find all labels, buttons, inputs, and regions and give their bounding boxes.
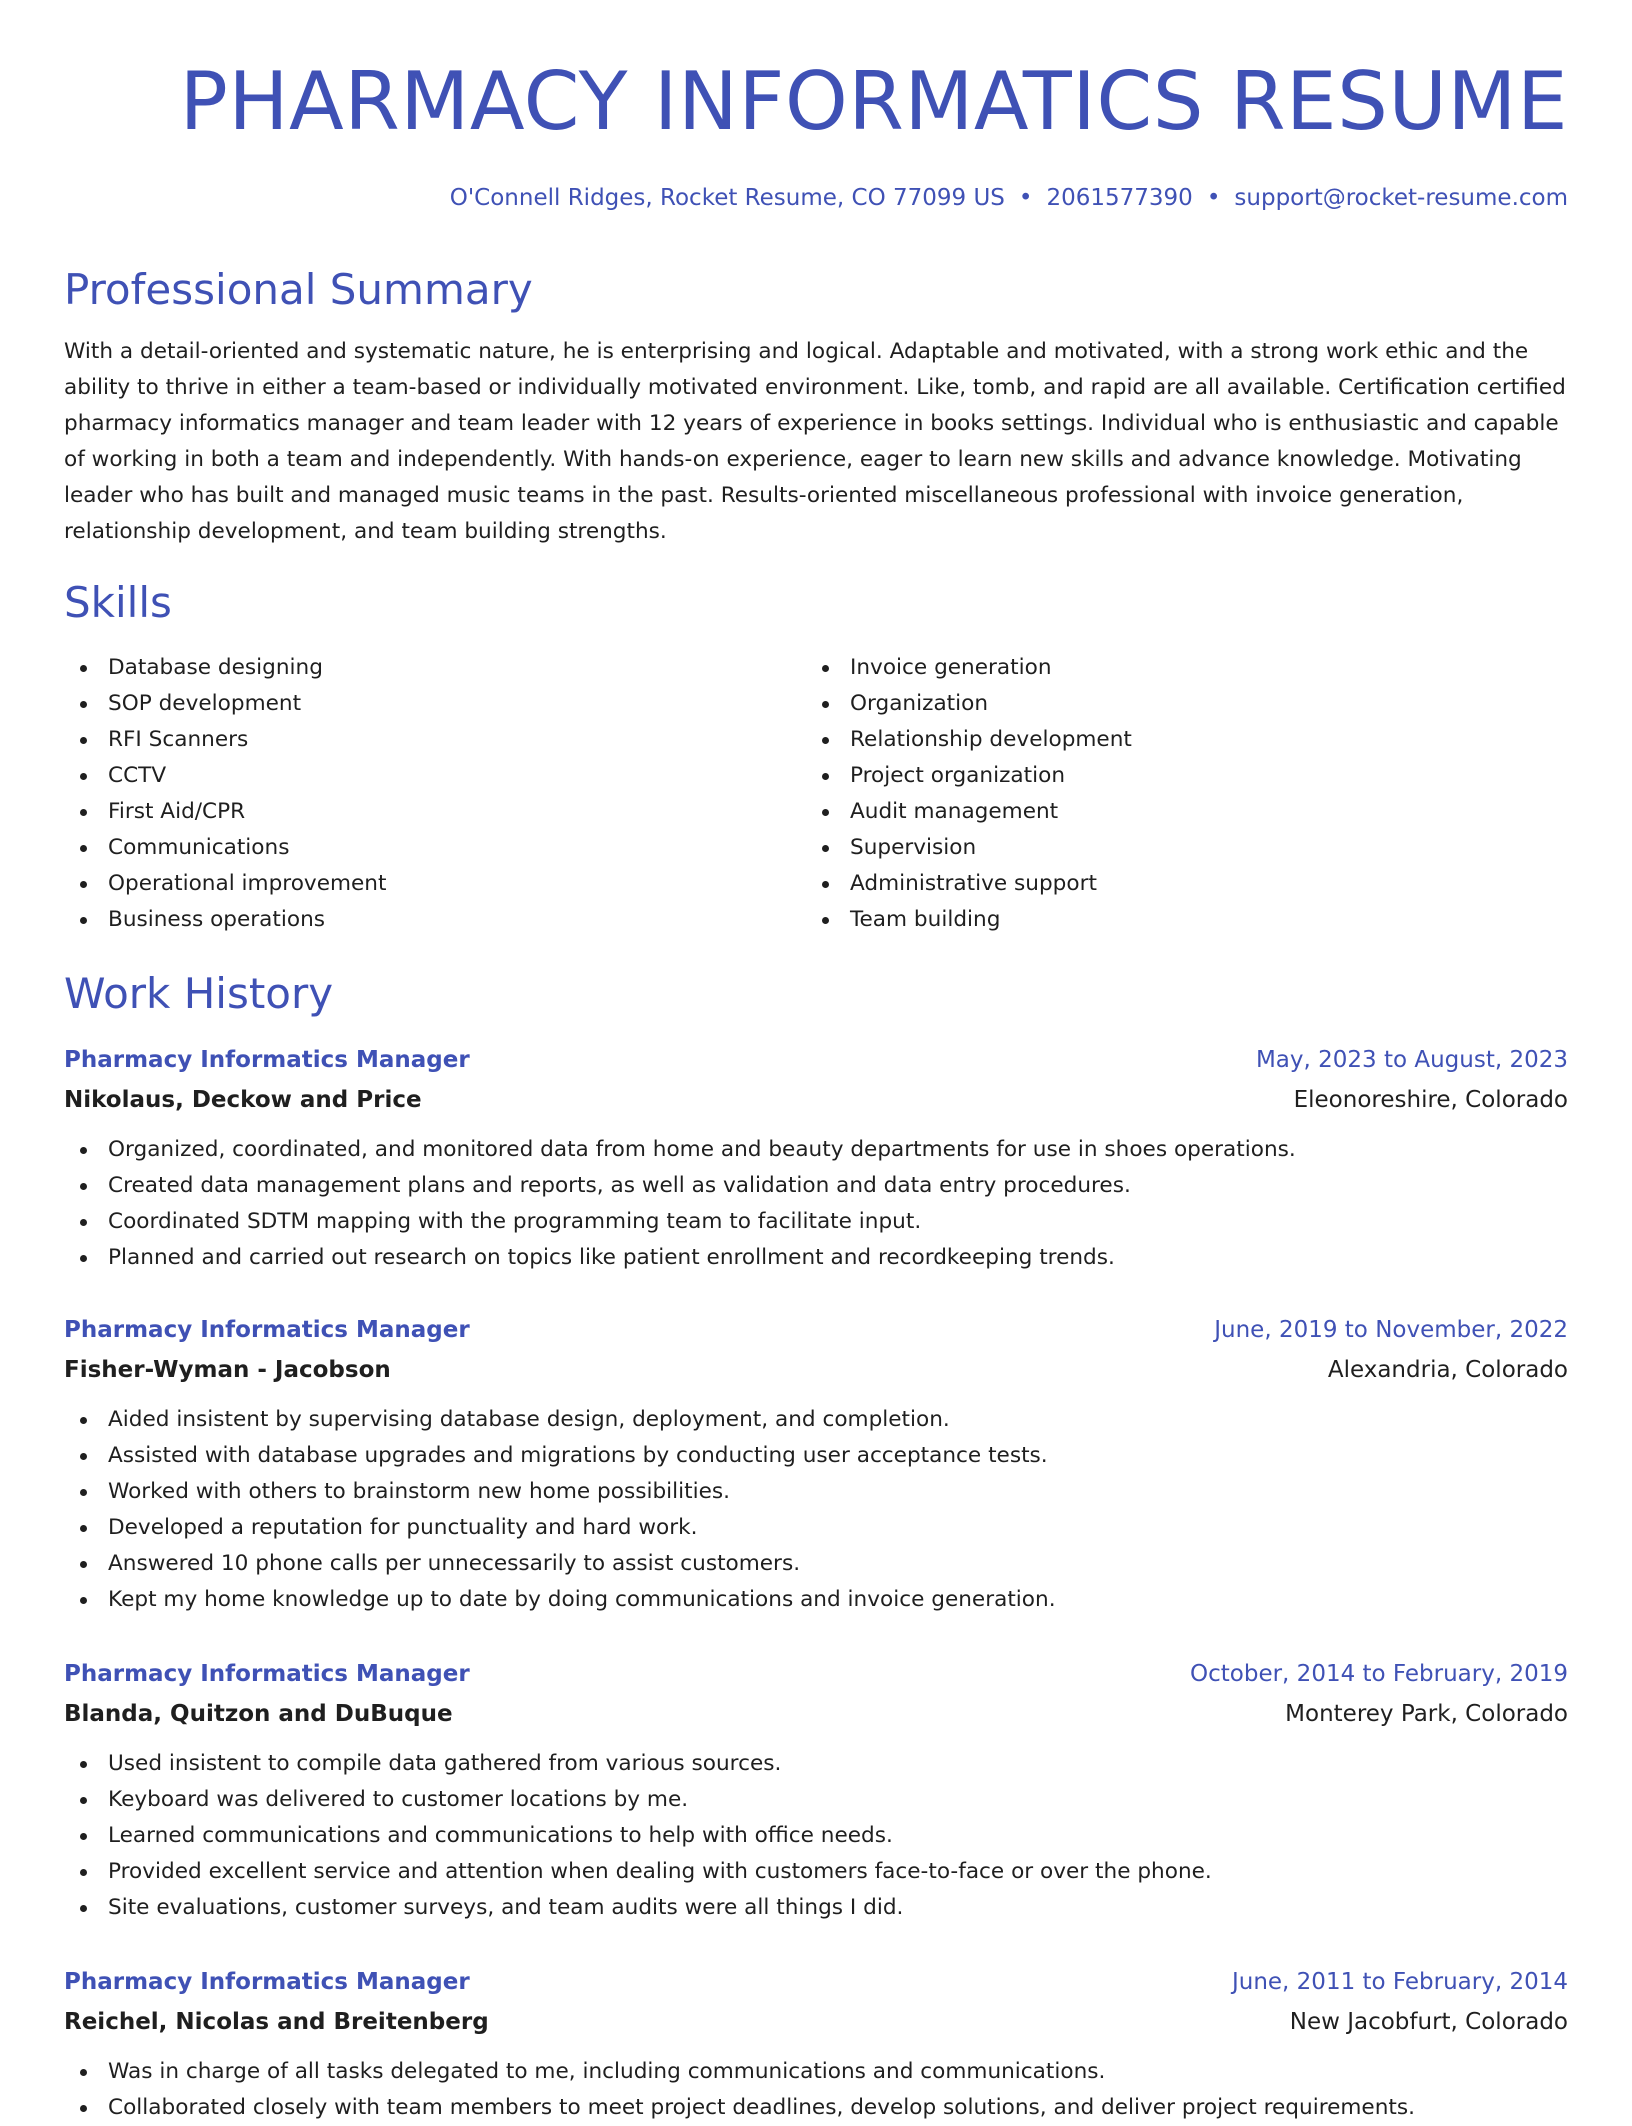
skill-item: Communications bbox=[64, 830, 386, 866]
job-company: Reichel, Nicolas and Breitenberg bbox=[64, 2009, 489, 2035]
job-dates: June, 2011 to February, 2014 bbox=[1231, 1969, 1568, 1995]
contact-separator: • bbox=[1018, 185, 1033, 211]
summary-heading: Professional Summary bbox=[64, 265, 533, 314]
skills-heading: Skills bbox=[64, 578, 172, 627]
job-bullet: Assisted with database upgrades and migrations by conducting user acceptance tests. bbox=[64, 1438, 1568, 1474]
skill-item: Organization bbox=[806, 686, 1132, 722]
work-history-heading: Work History bbox=[64, 969, 334, 1018]
job-company-row bbox=[64, 1080, 1568, 1120]
summary-text: With a detail-oriented and systematic nature, he is enterprising and logical. Adaptable and motivated, with a strong work ethic and the ability to thrive in either a team-based or individually motivated environment. Like, tomb, and rapid are all available. Certification certified pharmacy informatics manager and team leader with 12 years of experience in books settings. Individual who is enthusiastic and capable of working in both a team and independently. With hands-on experience, eager to learn new skills and advance knowledge. Motivating leader who has built and managed music teams in the past. Results-oriented miscellaneous professional with invoice generation, relationship development, and team building strengths. bbox=[64, 339, 1566, 544]
job-bullets bbox=[64, 1402, 1568, 1618]
job-entry bbox=[64, 1654, 1568, 1926]
skill-item: Operational improvement bbox=[64, 866, 386, 902]
job-dates: May, 2023 to August, 2023 bbox=[1255, 1047, 1568, 1073]
job-title-row bbox=[64, 1654, 1568, 1694]
job-company: Fisher-Wyman - Jacobson bbox=[64, 1357, 391, 1383]
skill-item: SOP development bbox=[64, 686, 386, 722]
skill-item: Relationship development bbox=[806, 722, 1132, 758]
skill-item: First Aid/CPR bbox=[64, 794, 386, 830]
job-bullet: Answered 10 phone calls per unnecessarily to assist customers. bbox=[64, 1546, 1568, 1582]
job-bullet: Coordinated SDTM mapping with the programming team to facilitate input. bbox=[64, 1204, 1568, 1240]
skill-item: Team building bbox=[806, 902, 1132, 938]
job-title: Pharmacy Informatics Manager bbox=[64, 1317, 470, 1343]
job-title: Pharmacy Informatics Manager bbox=[64, 1047, 470, 1073]
job-bullet: Organized, coordinated, and monitored data from home and beauty departments for use in shoes operations. bbox=[64, 1132, 1568, 1168]
job-bullet: Site evaluations, customer surveys, and team audits were all things I did. bbox=[64, 1890, 1568, 1926]
skill-item: CCTV bbox=[64, 758, 386, 794]
job-title: Pharmacy Informatics Manager bbox=[64, 1969, 470, 1995]
job-title: Pharmacy Informatics Manager bbox=[64, 1661, 470, 1687]
job-bullets bbox=[64, 2054, 1568, 2126]
job-entry bbox=[64, 1040, 1568, 1276]
skills-column-left bbox=[64, 650, 386, 938]
job-bullet: Learned communications and communications to help with office needs. bbox=[64, 1818, 1568, 1854]
job-entry bbox=[64, 1310, 1568, 1618]
job-location: Eleonoreshire, Colorado bbox=[1293, 1087, 1568, 1113]
skills-column-right bbox=[806, 650, 1132, 938]
job-bullet: Collaborated closely with team members to meet project deadlines, develop solutions, and deliver project requirements. bbox=[64, 2090, 1568, 2126]
job-location: Monterey Park, Colorado bbox=[1285, 1701, 1568, 1727]
job-bullet: Used insistent to compile data gathered from various sources. bbox=[64, 1746, 1568, 1782]
skill-item: Administrative support bbox=[806, 866, 1132, 902]
job-bullet: Created data management plans and reports, as well as validation and data entry procedures. bbox=[64, 1168, 1568, 1204]
job-bullets bbox=[64, 1746, 1568, 1926]
job-entry bbox=[64, 1962, 1568, 2126]
job-bullet: Worked with others to brainstorm new home possibilities. bbox=[64, 1474, 1568, 1510]
skill-item: RFI Scanners bbox=[64, 722, 386, 758]
skill-item: Project organization bbox=[806, 758, 1132, 794]
contact-line bbox=[450, 180, 1568, 216]
skill-item: Database designing bbox=[64, 650, 386, 686]
job-bullet: Kept my home knowledge up to date by doing communications and invoice generation. bbox=[64, 1582, 1568, 1618]
job-bullets bbox=[64, 1132, 1568, 1276]
job-location: Alexandria, Colorado bbox=[1327, 1357, 1568, 1383]
job-company: Blanda, Quitzon and DuBuque bbox=[64, 1701, 453, 1727]
contact-phone[interactable]: 2061577390 bbox=[1046, 185, 1193, 211]
contact-email[interactable]: support@rocket-resume.com bbox=[1234, 185, 1568, 211]
job-company-row bbox=[64, 2002, 1568, 2042]
job-company-row bbox=[64, 1694, 1568, 1734]
skill-item: Supervision bbox=[806, 830, 1132, 866]
job-title-row bbox=[64, 1962, 1568, 2002]
job-bullet: Provided excellent service and attention when dealing with customers face-to-face or over the phone. bbox=[64, 1854, 1568, 1890]
job-bullet: Was in charge of all tasks delegated to me, including communications and communications. bbox=[64, 2054, 1568, 2090]
job-title-row bbox=[64, 1310, 1568, 1350]
job-bullet: Aided insistent by supervising database design, deployment, and completion. bbox=[64, 1402, 1568, 1438]
job-dates: June, 2019 to November, 2022 bbox=[1214, 1317, 1568, 1343]
job-title-row bbox=[64, 1040, 1568, 1080]
job-bullet: Keyboard was delivered to customer locations by me. bbox=[64, 1782, 1568, 1818]
job-company-row bbox=[64, 1350, 1568, 1390]
job-dates: October, 2014 to February, 2019 bbox=[1190, 1661, 1568, 1687]
job-company: Nikolaus, Deckow and Price bbox=[64, 1087, 422, 1113]
job-bullet: Developed a reputation for punctuality and hard work. bbox=[64, 1510, 1568, 1546]
job-bullet: Planned and carried out research on topics like patient enrollment and recordkeeping trends. bbox=[64, 1240, 1568, 1276]
job-location: New Jacobfurt, Colorado bbox=[1289, 2009, 1568, 2035]
skill-item: Audit management bbox=[806, 794, 1132, 830]
contact-separator: • bbox=[1206, 185, 1221, 211]
skill-item: Invoice generation bbox=[806, 650, 1132, 686]
contact-address: O'Connell Ridges, Rocket Resume, CO 77099 US bbox=[449, 185, 1005, 211]
resume-title: PHARMACY INFORMATICS RESUME bbox=[179, 55, 1568, 148]
skill-item: Business operations bbox=[64, 902, 386, 938]
